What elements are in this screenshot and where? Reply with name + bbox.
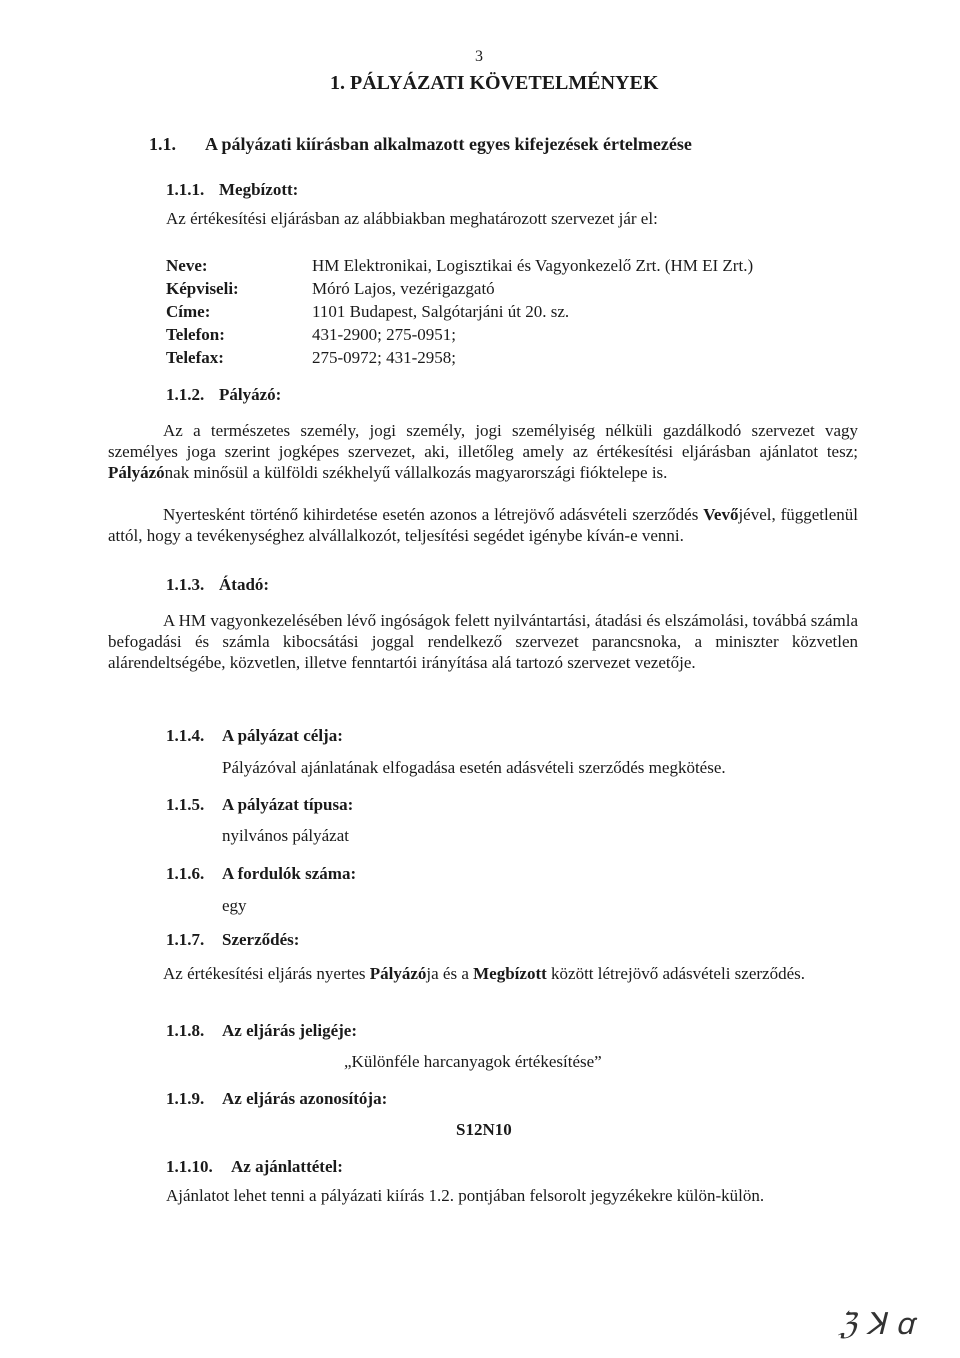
value-telefax: 275-0972; 431-2958; xyxy=(312,348,457,367)
section-1-1-9-title: Az eljárás azonosítója: xyxy=(222,1089,388,1108)
label-telefax: Telefax: xyxy=(166,348,224,367)
section-1-1-8-number: 1.1.8. xyxy=(166,1021,205,1040)
palyazat-celja-text: Pályázóval ajánlatának elfogadása esetén adásvételi szerződés megkötése. xyxy=(222,758,726,777)
label-telefon: Telefon: xyxy=(166,325,225,344)
section-1-1-3-number: 1.1.3. xyxy=(166,575,205,594)
section-1-1-10-title: Az ajánlattétel: xyxy=(231,1157,343,1176)
page-number: 3 xyxy=(475,48,483,65)
section-1-1-5-title: A pályázat típusa: xyxy=(222,795,354,814)
section-1-1-7-title: Szerződés: xyxy=(222,930,300,949)
palyazo-paragraph-2: Nyertesként történő kihirdetése esetén azonos a létrejövő adásvételi szerződés Vevőjével, függetlenül attól, hogy a tevékenységhez alvállalkozót, teljesítési segédet igénybe kíván-e venni. xyxy=(108,505,859,545)
label-kepviseli: Képviseli: xyxy=(166,279,239,298)
section-1-1-6-title: A fordulók száma: xyxy=(222,864,357,883)
section-1-1-1-title: Megbízott: xyxy=(219,180,299,199)
section-1-1-4-number: 1.1.4. xyxy=(166,726,205,745)
value-kepviseli: Móró Lajos, vezérigazgató xyxy=(312,279,495,298)
section-1-1-7-number: 1.1.7. xyxy=(166,930,205,949)
atado-paragraph: A HM vagyonkezelésében lévő ingóságok felett nyilvántartási, átadási és elszámolási, továbbá számla befogadási és számla kibocsátási joggal rendelkező szervezet parancsnoka, a miniszter közvetlen alárendeltségébe, közvetlen, illetve fenntartói irányítása alá tartozó szervezet vezetője. xyxy=(108,611,858,672)
value-cime: 1101 Budapest, Salgótarjáni út 20. sz. xyxy=(312,302,570,321)
palyazat-tipusa-text: nyilvános pályázat xyxy=(222,826,349,845)
eljaras-azonosito-text: S12N10 xyxy=(456,1120,512,1139)
szerzodes-paragraph: Az értékesítési eljárás nyertes Pályázója és a Megbízott között létrejövő adásvételi szerződés. xyxy=(163,964,805,983)
eljaras-jeligeje-text: „Különféle harcanyagok értékesítése” xyxy=(344,1052,602,1071)
page-title: 1. PÁLYÁZATI KÖVETELMÉNYEK xyxy=(330,72,659,94)
section-1-1-9-number: 1.1.9. xyxy=(166,1089,205,1108)
section-1-1-4-title: A pályázat célja: xyxy=(222,726,343,745)
handwritten-initials: ℨ ꓘ ꭤ xyxy=(838,1307,914,1342)
section-1-1-5-number: 1.1.5. xyxy=(166,795,205,814)
label-cime: Címe: xyxy=(166,302,211,321)
label-neve: Neve: xyxy=(166,256,208,275)
ajanlattetel-text: Ajánlatot lehet tenni a pályázati kiírás 1.2. pontjában felsorolt jegyzékekre külön-külön. xyxy=(166,1186,765,1205)
section-1-1-2-title: Pályázó: xyxy=(219,385,282,404)
section-1-1-10-number: 1.1.10. xyxy=(166,1157,213,1176)
section-1-1-2-number: 1.1.2. xyxy=(166,385,205,404)
section-1-1-title: A pályázati kiírásban alkalmazott egyes kifejezések értelmezése xyxy=(205,134,692,154)
value-neve: HM Elektronikai, Logisztikai és Vagyonkezelő Zrt. (HM EI Zrt.) xyxy=(312,256,754,275)
value-telefon: 431-2900; 275-0951; xyxy=(312,325,457,344)
palyazo-paragraph-1: Az a természetes személy, jogi személy, jogi személyiség nélküli gazdálkodó szervezet vagy személyes joga szerint jogképes szervezet, aki, illetőleg amely az értékesítési eljárásban ajánlatot tesz; Pályázónak minősül a külföldi székhelyű vállalkozás magyarországi fióktelepe is. xyxy=(108,421,858,482)
fordulok-szama-text: egy xyxy=(222,896,247,915)
section-1-1-6-number: 1.1.6. xyxy=(166,864,205,883)
section-1-1-8-title: Az eljárás jeligéje: xyxy=(222,1021,357,1040)
section-1-1-number: 1.1. xyxy=(149,134,176,154)
section-1-1-3-title: Átadó: xyxy=(219,575,270,594)
section-1-1-1-intro: Az értékesítési eljárásban az alábbiakban meghatározott szervezet jár el: xyxy=(166,209,658,228)
section-1-1-1-number: 1.1.1. xyxy=(166,180,205,199)
